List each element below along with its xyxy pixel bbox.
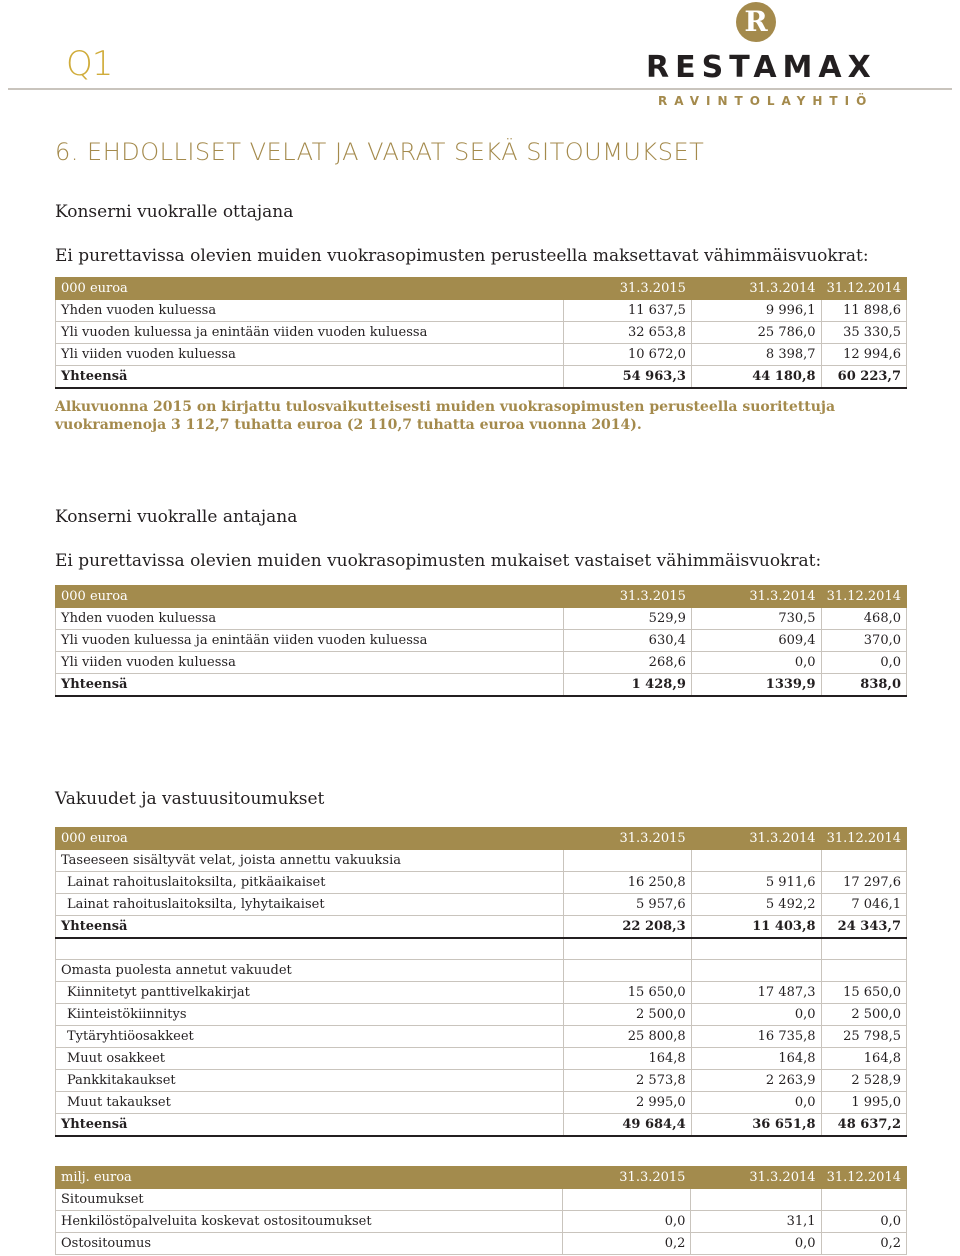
group-label-row [56,1189,907,1211]
row-value: 11 898,6 [821,300,906,322]
lessor-subheading: Ei purettavissa olevien muiden vuokrasopimusten mukaiset vastaiset vähimmäisvuokrat: [55,551,822,571]
row-value: 31.3.2014 [691,586,821,608]
row-value: 0,2 [821,1233,906,1255]
row-label: 000 euroa [56,828,564,850]
row-value: 15 650,0 [563,982,691,1004]
row-value: 10 672,0 [564,344,692,366]
row-label: Yhteensä [56,366,564,388]
row-value: 31.3.2014 [691,1167,821,1189]
table-total-row [56,674,907,696]
row-value: 22 208,3 [563,916,691,938]
row-value [821,960,906,982]
row-value: 16 735,8 [691,1026,821,1048]
table-row [56,1026,907,1048]
lessee-note: Alkuvuonna 2015 on kirjattu tulosvaikutteisesti muiden vuokrasopimusten perusteella suoritettuja vuokramenoja 3 112,7 tuhatta euroa (2 110,7 tuhatta euroa vuonna 2014). [55,399,836,433]
table-row [56,652,907,674]
header-divider [8,88,952,90]
row-value: 31.3.2015 [564,586,692,608]
row-value: 31.3.2014 [691,278,821,300]
row-value: 31.3.2015 [564,278,692,300]
row-value: 9 996,1 [691,300,821,322]
row-value: 24 343,7 [821,916,906,938]
table-row [56,300,907,322]
lessee-table [55,277,907,389]
row-value: 31.12.2014 [821,586,906,608]
row-label: Kiinnitetyt panttivelkakirjat [56,982,564,1004]
row-value: 15 650,0 [821,982,906,1004]
row-label: Yli viiden vuoden kuluessa [56,344,564,366]
row-value: 0,0 [691,1233,821,1255]
row-value: 35 330,5 [821,322,906,344]
section-title: 6. EHDOLLISET VELAT JA VARAT SEKÄ SITOUMUKSET [55,138,705,166]
row-label: Pankkitakaukset [56,1070,564,1092]
row-label: Yli vuoden kuluessa ja enintään viiden vuoden kuluessa [56,630,564,652]
row-label: Tytäryhtiöosakkeet [56,1026,564,1048]
row-value: 164,8 [691,1048,821,1070]
row-value: 5 911,6 [691,872,821,894]
table-header-row [56,278,907,300]
row-value: 54 963,3 [564,366,692,388]
row-value: 2 500,0 [821,1004,906,1026]
collateral-heading: Vakuudet ja vastuusitoumukset [55,789,325,809]
row-value [563,938,691,960]
row-value: 468,0 [821,608,906,630]
row-value: 0,0 [821,652,906,674]
row-value: 11 403,8 [691,916,821,938]
row-value: 12 994,6 [821,344,906,366]
row-value: 0,0 [691,1004,821,1026]
row-label: milj. euroa [56,1167,563,1189]
row-value: 2 263,9 [691,1070,821,1092]
row-value: 529,9 [564,608,692,630]
row-value: 838,0 [821,674,906,696]
row-label: Yhden vuoden kuluessa [56,608,564,630]
table-header-row [56,828,907,850]
row-value: 25 800,8 [563,1026,691,1048]
row-label: Yhteensä [56,916,564,938]
row-label: Muut takaukset [56,1092,564,1114]
table-row [56,1211,907,1233]
table-row [56,630,907,652]
commitments-table [55,1166,907,1255]
restamax-logo [646,2,886,112]
quarter-label: Q1 [66,44,113,84]
row-value: 730,5 [691,608,821,630]
collateral-table [55,827,907,1137]
row-value: 17 297,6 [821,872,906,894]
lessee-heading: Konserni vuokralle ottajana [55,202,294,222]
row-label: Ostositoumus [56,1233,563,1255]
row-label: Kiinteistökiinnitys [56,1004,564,1026]
row-label: Yli viiden vuoden kuluessa [56,652,564,674]
row-value: 31.12.2014 [821,828,906,850]
table-row [56,322,907,344]
row-label: Yli vuoden kuluessa ja enintään viiden vuoden kuluessa [56,322,564,344]
row-value [821,938,906,960]
row-value: 2 995,0 [563,1092,691,1114]
row-value: 5 492,2 [691,894,821,916]
table-row [56,1092,907,1114]
row-value [821,1189,906,1211]
table-row [56,344,907,366]
table-row [56,982,907,1004]
row-value: 370,0 [821,630,906,652]
row-value [691,960,821,982]
table-total-row [56,1114,907,1136]
row-label: Taseeseen sisältyvät velat, joista annettu vakuuksia [56,850,564,872]
table-row [56,608,907,630]
row-value: 268,6 [564,652,692,674]
row-label: Lainat rahoituslaitoksilta, pitkäaikaiset [56,872,564,894]
row-value [821,850,906,872]
table-header-row [56,1167,907,1189]
row-value: 11 637,5 [564,300,692,322]
row-value: 0,0 [821,1211,906,1233]
row-value: 49 684,4 [563,1114,691,1136]
row-label: 000 euroa [56,278,564,300]
row-label: Muut osakkeet [56,1048,564,1070]
row-value: 0,2 [563,1233,691,1255]
table-row [56,1070,907,1092]
row-value: 0,0 [691,652,821,674]
row-value [563,960,691,982]
row-value: 2 528,9 [821,1070,906,1092]
row-label: Yhden vuoden kuluessa [56,300,564,322]
row-value: 609,4 [691,630,821,652]
row-value: 48 637,2 [821,1114,906,1136]
row-value: 25 786,0 [691,322,821,344]
row-value: 0,0 [691,1092,821,1114]
table-row [56,894,907,916]
group-label-row [56,850,907,872]
row-value: 31.12.2014 [821,278,906,300]
row-value [691,850,821,872]
row-value: 1339,9 [691,674,821,696]
row-value: 1 995,0 [821,1092,906,1114]
row-value: 0,0 [563,1211,691,1233]
lessor-heading: Konserni vuokralle antajana [55,507,298,527]
row-value: 164,8 [821,1048,906,1070]
group-label-row [56,960,907,982]
row-value: 25 798,5 [821,1026,906,1048]
row-value: 36 651,8 [691,1114,821,1136]
row-label: Omasta puolesta annetut vakuudet [56,960,564,982]
table-row [56,1233,907,1255]
logo-tagline: RAVINTOLAYHTIÖ [658,94,874,108]
row-label [56,938,564,960]
row-value: 16 250,8 [563,872,691,894]
table-row [56,872,907,894]
row-value [691,938,821,960]
row-value: 31,1 [691,1211,821,1233]
row-value: 1 428,9 [564,674,692,696]
row-value: 31.3.2015 [563,828,691,850]
row-value: 31.3.2014 [691,828,821,850]
row-value [691,1189,821,1211]
row-value: 44 180,8 [691,366,821,388]
row-value: 2 573,8 [563,1070,691,1092]
row-value: 60 223,7 [821,366,906,388]
row-label: Lainat rahoituslaitoksilta, lyhytaikaiset [56,894,564,916]
lessee-subheading: Ei purettavissa olevien muiden vuokrasopimusten perusteella maksettavat vähimmäisvuokrat: [55,246,869,266]
lessor-table [55,585,907,697]
row-value [563,850,691,872]
row-value: 630,4 [564,630,692,652]
table-total-row [56,916,907,938]
row-label: Henkilöstöpalveluita koskevat ostositoumukset [56,1211,563,1233]
row-label: Sitoumukset [56,1189,563,1211]
logo-name: RESTAMAX [646,50,877,85]
row-value: 8 398,7 [691,344,821,366]
row-value: 5 957,6 [563,894,691,916]
row-value: 31.3.2015 [563,1167,691,1189]
row-value: 32 653,8 [564,322,692,344]
table-header-row [56,586,907,608]
row-label: Yhteensä [56,674,564,696]
row-value: 17 487,3 [691,982,821,1004]
row-value: 2 500,0 [563,1004,691,1026]
table-row [56,1004,907,1026]
row-label: 000 euroa [56,586,564,608]
table-total-row [56,366,907,388]
table-row [56,1048,907,1070]
row-value: 31.12.2014 [821,1167,906,1189]
spacer-row [56,938,907,960]
row-value: 7 046,1 [821,894,906,916]
logo-mark-icon: R [736,2,776,42]
row-value [563,1189,691,1211]
row-value: 164,8 [563,1048,691,1070]
row-label: Yhteensä [56,1114,564,1136]
